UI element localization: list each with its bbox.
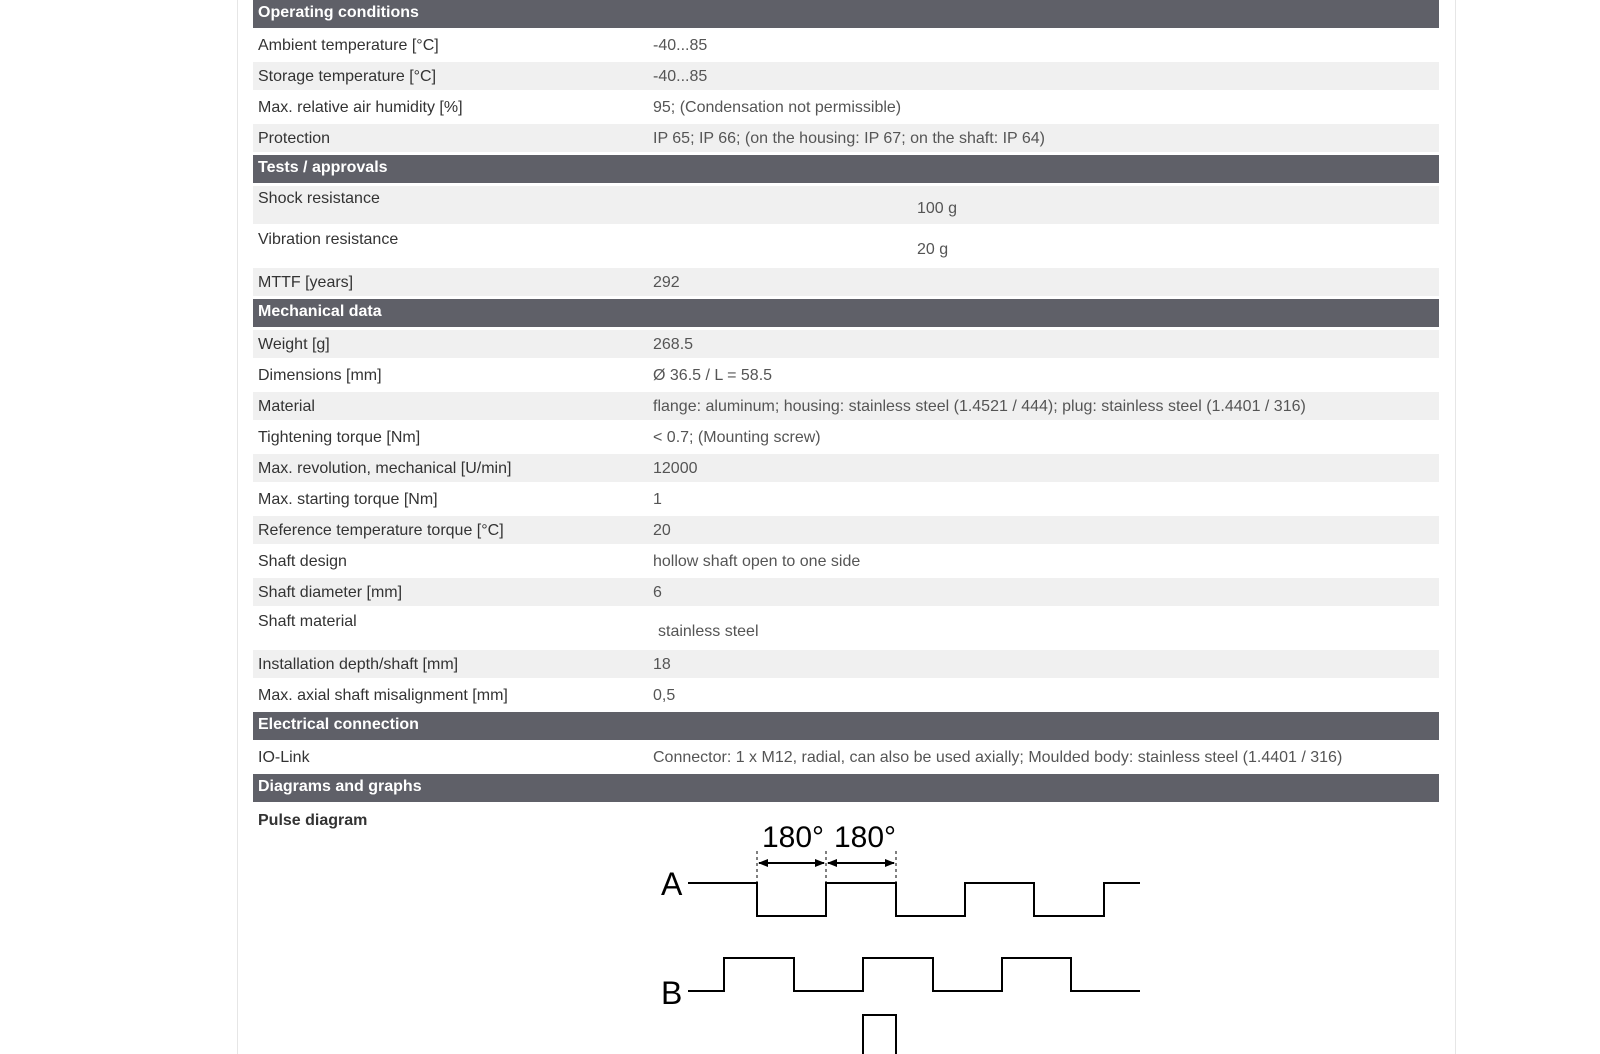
section-header-operating-conditions: Operating conditions (253, 0, 1439, 28)
spec-row (253, 681, 1439, 709)
spec-label: Tightening torque [Nm] (258, 429, 421, 446)
spec-row (253, 124, 1439, 152)
spec-value: 20 (653, 522, 671, 539)
spec-value: 292 (653, 274, 680, 291)
spec-row (253, 330, 1439, 358)
spec-value: 0,5 (653, 687, 676, 704)
section-header-mechanical-data: Mechanical data (253, 299, 1439, 327)
spec-row (253, 268, 1439, 296)
spec-label: Shaft material (258, 613, 357, 630)
spec-label: Protection (258, 130, 331, 147)
spec-value: 18 (653, 656, 671, 673)
spec-row (253, 227, 1439, 265)
spec-label: Dimensions [mm] (258, 367, 382, 384)
spec-label: Installation depth/shaft [mm] (258, 656, 459, 673)
spec-row (253, 423, 1439, 451)
channel-a-label: A (661, 866, 683, 902)
spec-label: Max. revolution, mechanical [U/min] (258, 460, 512, 477)
spec-row (253, 392, 1439, 420)
spec-value: IP 65; IP 66; (on the housing: IP 67; on the shaft: IP 64) (653, 130, 1045, 147)
spec-row (253, 361, 1439, 389)
angle-label-right: 180° (834, 821, 897, 854)
spec-row (253, 609, 1439, 647)
spec-value: 20 g (917, 241, 949, 258)
spec-row (253, 454, 1439, 482)
section-header-electrical-connection: Electrical connection (253, 712, 1439, 740)
spec-label: Material (258, 398, 315, 415)
spec-label: Vibration resistance (258, 231, 399, 248)
spec-value: Ø 36.5 / L = 58.5 (653, 367, 773, 384)
channel-b-waveform (688, 958, 1140, 991)
channel-b-label: B (661, 975, 683, 1011)
spec-value: hollow shaft open to one side (653, 553, 861, 570)
section-header-diagrams-graphs: Diagrams and graphs (253, 774, 1439, 802)
spec-row (253, 650, 1439, 678)
spec-label: Shock resistance (258, 190, 380, 207)
spec-value: 268.5 (653, 336, 694, 353)
spec-label: MTTF [years] (258, 274, 354, 291)
channel-z-waveform (863, 1015, 896, 1054)
spec-value: 95; (Condensation not permissible) (653, 99, 902, 116)
angle-label-left: 180° (762, 821, 825, 854)
spec-label: Max. relative air humidity [%] (258, 99, 463, 116)
spec-value: -40...85 (653, 37, 708, 54)
spec-value: 100 g (917, 200, 958, 217)
pulse-diagram (650, 815, 1150, 1054)
spec-value: stainless steel (658, 623, 759, 640)
spec-table (253, 0, 1439, 805)
pulse-diagram-label: Pulse diagram (258, 812, 368, 829)
spec-label: Reference temperature torque [°C] (258, 522, 504, 539)
spec-label: Storage temperature [°C] (258, 68, 437, 85)
spec-label: IO-Link (258, 749, 310, 766)
spec-value: 1 (653, 491, 662, 508)
spec-value: Connector: 1 x M12, radial, can also be used axially; Moulded body: stainless steel (1.4401 / 316) (653, 749, 1343, 766)
spec-value: flange: aluminum; housing: stainless steel (1.4521 / 444); plug: stainless steel (1.4401 / 316) (653, 398, 1306, 415)
spec-value: 12000 (653, 460, 698, 477)
spec-label: Max. axial shaft misalignment [mm] (258, 687, 508, 704)
spec-row (253, 516, 1439, 544)
spec-row (253, 547, 1439, 575)
spec-row (253, 31, 1439, 59)
spec-row (253, 578, 1439, 606)
spec-row (253, 62, 1439, 90)
spec-value: 6 (653, 584, 662, 601)
spec-label: Max. starting torque [Nm] (258, 491, 438, 508)
spec-row (253, 485, 1439, 513)
spec-label: Weight [g] (258, 336, 330, 353)
spec-label: Shaft diameter [mm] (258, 584, 403, 601)
spec-value: -40...85 (653, 68, 708, 85)
spec-value: < 0.7; (Mounting screw) (653, 429, 821, 446)
spec-label: Ambient temperature [°C] (258, 37, 439, 54)
channel-a-waveform (688, 883, 1140, 916)
spec-row (253, 186, 1439, 224)
section-header-tests-approvals: Tests / approvals (253, 155, 1439, 183)
spec-label: Shaft design (258, 553, 347, 570)
spec-row (253, 93, 1439, 121)
spec-row (253, 743, 1439, 771)
